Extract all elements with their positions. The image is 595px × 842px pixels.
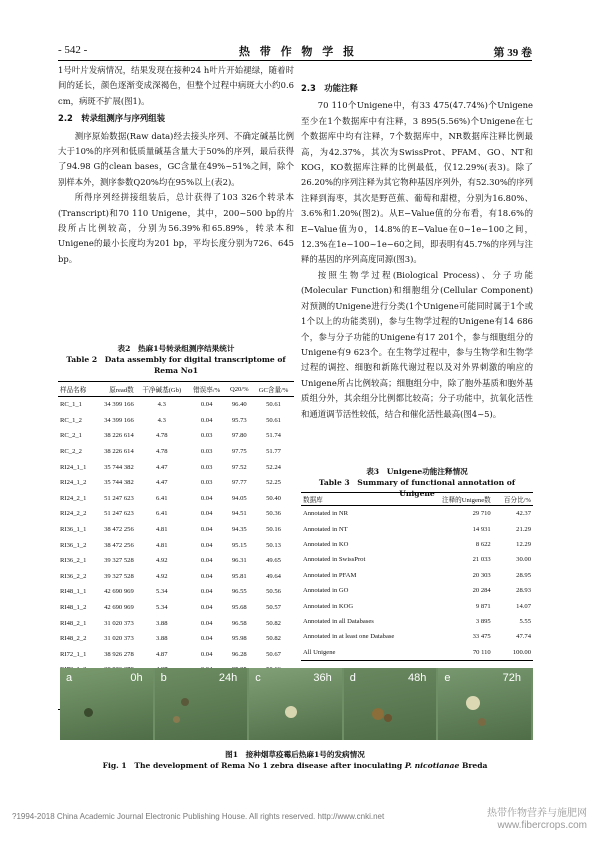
lesion-spot [84,708,93,717]
table-cell: Annotated in SwissProt [303,556,366,564]
table-row [58,459,294,475]
table-cell: 50.61 [266,401,281,409]
table-row [301,614,533,629]
left-column-text [58,63,294,267]
column-header: 数据库 [301,493,424,506]
table-cell: 29 710 [472,510,491,518]
table-row [58,413,294,429]
table-header-row [301,493,533,506]
table-cell: 8 622 [475,540,491,548]
table-cell: 38 472 256 [104,541,134,549]
table-row [58,522,294,538]
table2-caption-en: Table 2 Data assembly for digital transcriptome of Rema No1 [66,355,286,375]
table-row [58,506,294,522]
table-cell: 0.04 [200,650,213,658]
table-row [301,537,533,552]
table-cell: 9 871 [475,602,491,610]
table-cell: 51.77 [266,448,281,456]
table-cell: 95.15 [231,541,247,549]
table-cell: 28.93 [516,587,531,595]
table-row [58,647,294,663]
table3-caption-en: Table 3 Summary of functional annotation of Unigene [318,478,516,498]
table-cell: 38 472 256 [104,526,134,534]
lesion-spot [384,714,392,722]
table-cell: 20 303 [472,571,491,579]
table-row [58,397,294,413]
table-cell: 4.87 [155,650,168,658]
table-cell: Annotated in KO [303,540,349,548]
table-row [58,537,294,553]
table-cell: 5.34 [155,588,168,596]
table2-caption-cn: 表2 热麻1号转录组测序结果统计 [117,344,235,353]
table-cell: 49.65 [266,557,281,565]
figure1-caption-cn: 图1 接种烟草疫霉后热麻1号的发病情况 [225,750,365,759]
table-row [58,615,294,631]
panel-time-label: 72h [502,672,521,684]
table-cell: RI72_1_1 [60,650,87,658]
table-cell: RI36_2_2 [60,572,87,580]
table-cell: Annotated in all Databases [303,617,374,625]
table-cell: 96.31 [231,557,247,565]
journal-name: 热 带 作 物 学 报 [238,45,358,58]
column-header: 干净碱基(Gb) [136,382,188,397]
table-cell: 97.77 [231,479,247,487]
table-cell: 0.04 [200,401,213,409]
table-cell: 94.51 [231,510,247,518]
column-header: Q20/% [226,382,254,397]
table-cell: 33 475 [472,633,491,641]
panel-time-label: 48h [408,672,427,684]
table-row [301,506,533,522]
table-cell: 52.25 [266,479,281,487]
table-cell: 0.04 [200,510,213,518]
table-cell: 96.28 [231,650,247,658]
table-cell: 50.67 [266,650,281,658]
table-cell: RC_1_2 [60,416,82,424]
table-cell: 50.56 [266,588,281,596]
table-cell: Annotated in KOG [303,602,354,610]
paragraph: 测序原始数据(Raw data)经去接头序列、不确定碱基比例大于10%的序列和低质量碱基含量大于50%的序列，最后获得了94.98 G的clean bases，GC含量在49%~51%之间，除个别样本外，测序参数Q20%均在95%以上(表2)。 [58,130,294,187]
table-row [301,598,533,613]
table-cell: 51 247 623 [104,494,134,502]
table-cell: 52.24 [266,463,281,471]
table-cell: 38 226 614 [104,432,134,440]
table-cell: 50.82 [266,619,281,627]
column-header: 原read数 [95,382,136,397]
right-column-text [301,79,533,422]
table-cell: 51.74 [266,432,281,440]
table-cell: 94.35 [231,526,247,534]
table-cell: 4.47 [155,479,168,487]
column-header: 样品名称 [58,382,95,397]
table-cell: 0.04 [200,416,213,424]
running-header [58,44,532,61]
table-cell: Annotated in NR [303,510,349,518]
table-cell: 28.95 [516,571,531,579]
panel-time-label: 0h [130,672,143,684]
page-number: - 542 - [58,44,88,56]
lesion-spot [478,718,486,726]
table-cell: 50.82 [266,635,281,643]
table-cell: 0.03 [200,432,213,440]
table-row [58,428,294,444]
table-row [58,584,294,600]
table-cell: Annotated in NT [303,525,348,533]
table-row [58,569,294,585]
figure1-photo-strip [60,668,533,740]
table-cell: Annotated in GO [303,587,349,595]
column-header: 错误率/% [188,382,226,397]
lesion-spot [466,696,480,710]
table2 [58,381,294,710]
table-cell: RI36_1_1 [60,526,87,534]
table-cell: 97.80 [231,432,247,440]
table-cell: 4.78 [155,448,168,456]
table-cell: 38 926 278 [104,650,134,658]
table-cell: RI36_1_2 [60,541,87,549]
table-cell: 14.07 [516,602,531,610]
figure1-panel-c [249,668,342,740]
table-cell: 42.37 [516,510,531,518]
table-cell: 38 226 614 [104,448,134,456]
table-cell: 0.04 [200,619,213,627]
panel-label: e [444,672,451,684]
table-row [58,600,294,616]
table-cell: 50.57 [266,604,281,612]
table-cell: 4.47 [155,463,168,471]
table-cell: 97.75 [231,448,247,456]
table-row [58,444,294,460]
table-row [301,521,533,536]
table-cell: Annotated in at least one Database [303,633,395,641]
table-cell: Annotated in PFAM [303,571,357,579]
lesion-spot [372,708,384,720]
section-heading-2-3: 2.3 功能注释 [301,83,358,93]
table-cell: 4.78 [155,432,168,440]
table-cell: 50.36 [266,510,281,518]
table-cell: 97.52 [231,463,247,471]
watermark: 热带作物营养与施肥网 www.fibercrops.com [487,808,587,831]
volume-number: 第 39 卷 [493,47,532,59]
section-heading-2-2: 2.2 转录组测序与序列组装 [58,113,165,124]
figure1-panel-b [155,668,248,740]
paragraph: 70 110个Unigene中，有33 475(47.74%)个Unigene至少在1个数据库中有注释，3 895(5.56%)个Unigene在七个数据库中均有注释，7个数据库中，NR数据库注释比例最高，为42.37%，其次为SwissProt、PFAM、GO、NT和KOG，KO数据库注释的比例最低，仅12.29%(表3)。除了26.20%的序列注释为其它物种基因序列外，有52.30%的序列注释到海枣，其次是野芭蕉、葡萄和甜橙，分别为16.80%、3.6%和1.20%(图2)。从E−Value值的分布看，有18.6%的E−Value值为0，14.8%的E−Value在0~1e−100之间，12.3%在1e−100~1e−60之间，即表明有45.7%的序列与注释的基因的序列高度同源(图3)。 [301,100,533,265]
table-cell: 21 033 [472,556,491,564]
table-cell: 50.61 [266,416,281,424]
table-cell: 96.40 [231,401,247,409]
panel-time-label: 36h [313,672,332,684]
table-cell: 3 895 [475,617,491,625]
panel-label: c [255,672,261,684]
table-cell: 49.64 [266,572,281,580]
paragraph: 1号叶片发病情况，结果发现在接种24 h叶片开始褪绿，随着时间的延长，颜色逐渐变成深褐色，但整个过程中病斑大小约0.6 cm，病斑不扩展(图1)。 [58,65,294,106]
table-cell: 42 690 969 [104,588,134,596]
panel-time-label: 24h [218,672,238,684]
figure1-panel-d [344,668,437,740]
table-cell: 50.13 [266,541,281,549]
table-cell: 0.04 [200,604,213,612]
table-cell: 0.04 [200,526,213,534]
table-cell: RI48_1_1 [60,588,87,596]
table-row [301,629,533,644]
table-cell: 0.04 [200,541,213,549]
table-cell: 35 744 382 [104,479,134,487]
table-cell: 30.00 [516,556,531,564]
table-cell: 20 284 [472,587,491,595]
table-cell: 5.55 [519,617,531,625]
table-cell: 47.74 [516,633,531,641]
table3-caption-cn: 表3 Unigene功能注释情况 [366,467,468,476]
table-cell: RI36_2_1 [60,557,87,565]
table-cell: 14 931 [472,525,491,533]
table-cell: 0.03 [200,479,213,487]
footer [12,808,587,831]
table-row [301,568,533,583]
column-header: 百分比/% [493,493,533,506]
table-cell: 96.55 [231,588,247,596]
table-cell: 42 690 969 [104,604,134,612]
table-cell: RC_1_1 [60,401,82,409]
table-cell: 0.04 [200,494,213,502]
table-cell: 95.81 [231,572,247,580]
table-row [58,475,294,491]
table-cell: 0.03 [200,463,213,471]
table-cell: 39 327 528 [104,572,134,580]
table-cell: RI48_2_1 [60,619,87,627]
table-cell: RC_2_1 [60,432,82,440]
table-row [58,491,294,507]
table-cell: 34 399 166 [104,416,134,424]
figure1-panel-e [438,668,531,740]
lesion-spot [285,706,297,718]
table-row [58,631,294,647]
figure1-caption [58,749,532,771]
panel-label: b [160,672,167,684]
table-cell: 0.03 [200,448,213,456]
table3 [301,492,533,661]
table-cell: 0.04 [200,557,213,565]
table-cell: 6.41 [155,494,168,502]
panel-label: a [66,672,73,684]
table-cell: 4.92 [155,557,168,565]
paragraph: 所得序列经拼接组装后，总计获得了103 326个转录本(Transcript)和70 110 Unigene，其中，200~500 bp的片段所占比例较高，分别为56.39%和65.89%，转录本和Unigene的最小长度均为201 bp，平均长度分别为726、645 bp。 [58,192,294,264]
table-cell: 95.98 [231,635,247,643]
table-cell: RI48_1_2 [60,604,87,612]
table-cell: RI48_2_2 [60,635,87,643]
table-row [301,583,533,598]
table-cell: 70 110 [424,645,492,661]
table-cell: 39 327 528 [104,557,134,565]
table-row [301,645,533,661]
table-cell: RI24_2_2 [60,510,87,518]
table-cell: 3.88 [155,619,168,627]
table-cell: 51 247 623 [104,510,134,518]
table-cell: RI24_2_1 [60,494,87,502]
lesion-spot [181,698,189,706]
table-cell: 31 020 373 [104,619,134,627]
table-cell: 4.92 [155,572,168,580]
table-cell: 0.04 [200,572,213,580]
table-cell: RI24_1_2 [60,479,87,487]
table-cell: 21.29 [516,525,531,533]
table-cell: 4.3 [157,401,166,409]
table-cell: 34 399 166 [104,401,134,409]
table-cell: 0.04 [200,588,213,596]
table-cell: RC_2_2 [60,448,82,456]
panel-label: d [349,672,356,684]
table-cell: 6.41 [155,510,168,518]
table-header-row [58,382,294,397]
table-cell: 50.16 [266,526,281,534]
table-cell: 4.81 [155,541,168,549]
table-cell: 100.00 [493,645,533,661]
table-cell: 95.68 [231,604,247,612]
copyright-text: ?1994-2018 China Academic Journal Electronic Publishing House. All rights reserved. http://www.cnki.net [12,812,385,821]
table2-caption [58,343,294,376]
table-cell: All Unigene [301,645,424,661]
table-cell: 95.73 [231,416,247,424]
figure1-panel-a [60,668,153,740]
table-cell: 0.04 [200,635,213,643]
table-cell: 5.34 [155,604,168,612]
column-header: 注释的Unigene数 [424,493,492,506]
table-cell: 12.29 [516,540,531,548]
table-cell: 31 020 373 [104,635,134,643]
table-cell: RI24_1_1 [60,463,87,471]
table-row [58,553,294,569]
table-cell: 35 744 382 [104,463,134,471]
table-row [301,552,533,567]
table-cell: 50.40 [266,494,281,502]
table-cell: 4.81 [155,526,168,534]
table-cell: 94.05 [231,494,247,502]
table-cell: 3.88 [155,635,168,643]
table-cell: 4.3 [157,416,166,424]
column-header: GC含量/% [253,382,294,397]
table-cell: 96.58 [231,619,247,627]
paragraph: 按照生物学过程(Biological Process)、分子功能(Molecular Function)和细胞组分(Cellular Component)对预测的Unigene进行分类(1个Unigene可能同时属于1个或1个以上的功能类别)，参与生物学过程的Unigene有14 686个，参与分子功能的Unigene有17 201个，参与细胞组分的Unigene有9 623个。在生物学过程中，参与生物学和生物学过程的调控、细胞和新陈代谢过程以及对外界刺激的响应的Unigene所占比例较高；细胞组分中，除了胞外基质和胞外基质组分外，其余组分比例都比较高；分子功能中，抗氧化活性和通道调节活性较低，结合和催化活性最高(图4~5)。 [301,269,533,419]
figure1-caption-en: Fig. 1 The development of Rema No 1 zebra disease after inoculating P. nicotianae Breda [102,761,488,770]
lesion-spot [173,716,180,723]
